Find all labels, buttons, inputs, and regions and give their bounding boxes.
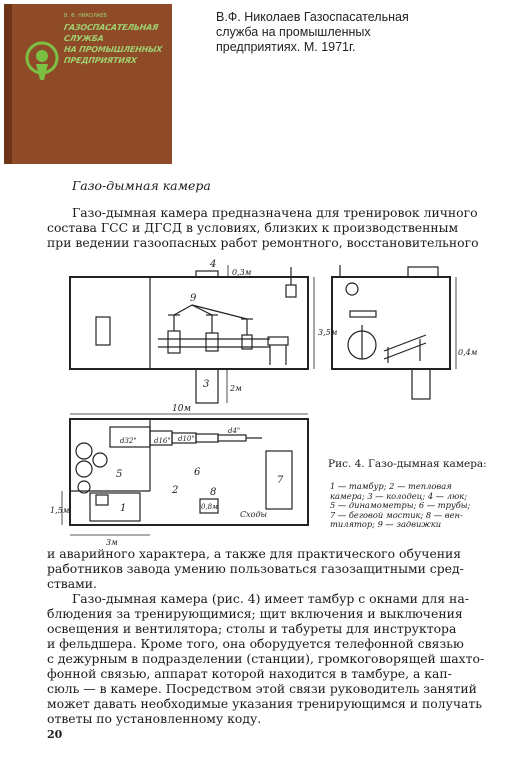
legend-line: 7 — беговой мостик; 8 — вен- (330, 509, 463, 520)
dim-height: 3,5м (318, 328, 338, 337)
dim-length: 10м (172, 404, 191, 414)
label-9: 9 (190, 293, 197, 304)
section-title: Газо-дымная камера (72, 178, 211, 193)
label-1: 1 (120, 503, 127, 514)
elevation-outline (70, 277, 308, 369)
stairs-label: Сходы (240, 510, 268, 519)
paragraph-line: при ведении газоопасных работ ремонтного, восстановительного (47, 235, 479, 250)
paragraph-line: Газо-дымная камера предназначена для тренировок личного (72, 205, 478, 220)
pipe-d4: d4" (228, 427, 241, 435)
label-3: 3 (203, 379, 210, 390)
figure-caption: Рис. 4. Газо-дымная камера: (328, 458, 487, 470)
label-6: 6 (194, 467, 201, 478)
pipe-d10: d10" (178, 435, 195, 443)
legend-line: камера; 3 — колодец; 4 — люк; (330, 490, 468, 501)
cover-title-line-4: ПРЕДПРИЯТИЯХ (63, 56, 138, 65)
cover-title-line-2: СЛУЖБА (63, 34, 105, 43)
dim-width: 1,5м (50, 506, 70, 515)
page-number: 20 (47, 728, 63, 741)
cover-title-line-3: НА ПРОМЫШЛЕННЫХ (63, 45, 163, 54)
paragraph-line: фонной связью, аппарат которой находится в тамбуре, а кап- (47, 666, 452, 681)
citation-line: служба на промышленных (216, 25, 371, 39)
paragraph-line: может давать необходимые указания тренирующимся и получать (47, 696, 483, 711)
gas-mask-emblem-icon (24, 40, 60, 84)
dim-well: 2м (230, 384, 242, 393)
dim-bottom: 3м (106, 538, 118, 547)
end-elevation-outline (332, 277, 450, 369)
dim-top: 0,3м (232, 268, 252, 277)
vent-dim: 0,8м (201, 503, 218, 511)
label-8: 8 (210, 487, 217, 498)
cover-title-line-1: ГАЗОСПАСАТЕЛЬНАЯ (63, 23, 159, 32)
pipe-d32: d32" (120, 437, 137, 445)
dim-right-height: 0,4м (458, 348, 478, 357)
paragraph-line: и фельдшера. Кроме того, она оборудуется телефонной связью (47, 636, 464, 651)
paragraph-line: состава ГСС и ДГСД в условиях, близких к производственным (47, 220, 459, 235)
citation-line: предприятиях. М. 1971г. (216, 40, 356, 54)
paragraph-line: с дежурным в подразделении (станции), громкоговорящей шахто- (47, 651, 485, 666)
pipe-d16: d16" (154, 437, 171, 445)
citation-line: В.Ф. Николаев Газоспасательная (216, 10, 409, 24)
paragraph-line: Газо-дымная камера (рис. 4) имеет тамбур с окнами для на- (72, 591, 469, 606)
cover-author: В. Ф. НИКОЛАЕВ (64, 13, 107, 19)
label-5: 5 (116, 469, 123, 480)
paragraph-line: и аварийного характера, а также для практического обучения (47, 546, 462, 561)
legend-line: тилятор; 9 — задвижки (330, 519, 442, 530)
paragraph-line: работников завода умению пользоваться газозащитными сред- (47, 561, 464, 576)
paragraph-line: блюдения за тренирующимися; щит включения и выключения (47, 606, 463, 621)
citation (216, 10, 486, 55)
book-cover-image (4, 4, 172, 164)
figure-legend (330, 482, 480, 530)
paragraph-line: сюль — в камере. Посредством этой связи руководитель занятий (47, 681, 477, 696)
vestibule-1 (90, 493, 140, 521)
label-2: 2 (172, 485, 179, 496)
paragraph-line: ответы по установленному коду. (47, 711, 262, 726)
label-7: 7 (277, 475, 284, 486)
label-4: 4 (210, 259, 217, 270)
legend-line: 1 — тамбур; 2 — тепловая (330, 481, 452, 491)
paragraph-line: ствами. (47, 576, 97, 591)
legend-line: 5 — динамометры; 6 — трубы; (330, 500, 471, 511)
cover-spine (4, 4, 12, 164)
paragraph-line: освещения и вентилятора; столы и табуреты для инструктора (47, 621, 457, 636)
